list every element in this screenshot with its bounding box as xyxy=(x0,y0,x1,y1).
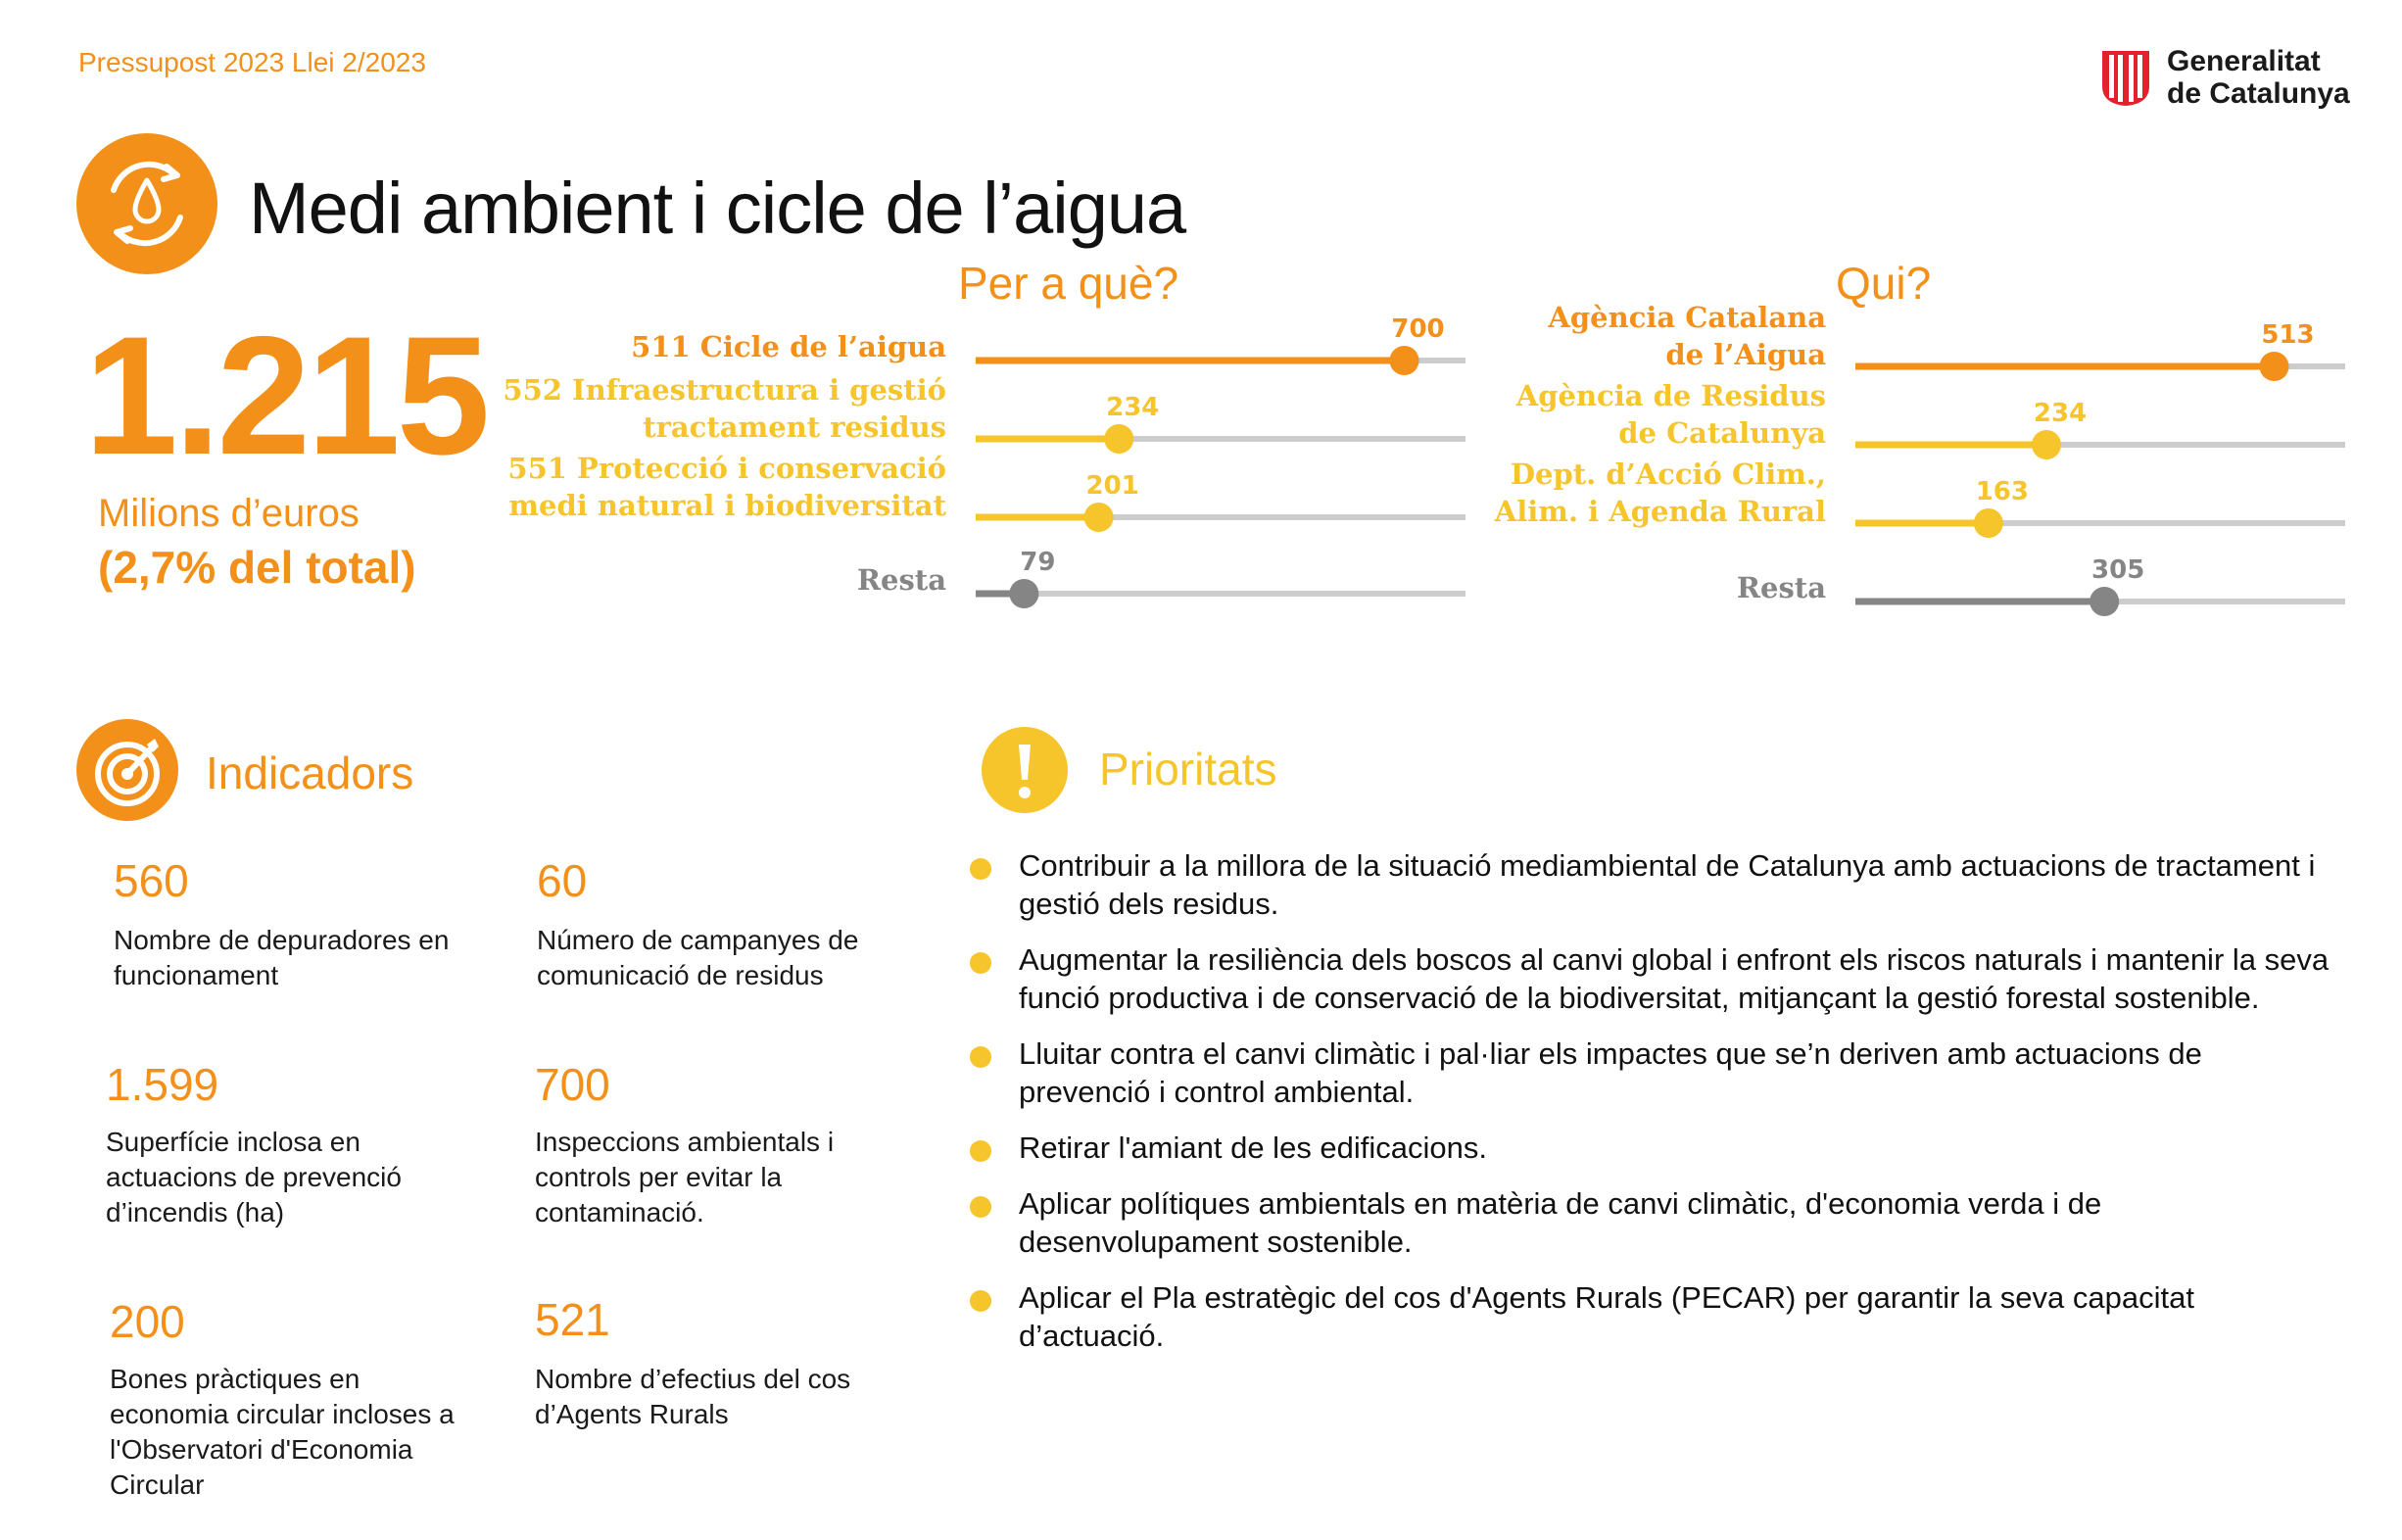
priority-item xyxy=(970,1129,2341,1167)
data-label: 201 xyxy=(1085,471,1139,501)
category-label: de l’Aigua xyxy=(1665,338,1826,371)
priority-item xyxy=(970,940,2341,1017)
priority-text: Lluitar contra el canvi climàtic i pal·liar els impactes que se’n deriven amb actuacions de prevenció i control ambiental. xyxy=(1019,1036,2202,1109)
priority-text: Augmentar la resiliència dels boscos al canvi global i enfront els riscos naturals i mantenir la seva funció productiva i de conservació de la biodiversitat, mitjançant la gestió forestal sostenible. xyxy=(1019,942,2330,1015)
category-label: 552 Infraestructura i gestió xyxy=(503,373,946,407)
bar-marker xyxy=(2090,587,2119,616)
category-label: Resta xyxy=(1736,571,1826,604)
total-amount: 1.215 xyxy=(84,302,487,490)
indicators-title: Indicadors xyxy=(206,747,414,798)
bullet-icon xyxy=(970,1290,991,1312)
category-label: 551 Protecció i conservació xyxy=(507,452,946,485)
data-label: 234 xyxy=(1106,393,1160,422)
data-label: 234 xyxy=(2033,399,2088,428)
page-title: Medi ambient i cicle de l’aigua xyxy=(249,168,1186,249)
bullet-icon xyxy=(970,858,991,880)
amount-share: (2,7% del total) xyxy=(98,542,416,593)
data-label: 79 xyxy=(1020,548,1056,577)
bullet-icon xyxy=(970,952,991,974)
logo-line-1: Generalitat xyxy=(2167,45,2321,77)
priority-item xyxy=(970,846,2341,923)
indicator-value: 200 xyxy=(110,1296,185,1347)
category-label: Agència de Residus xyxy=(1515,379,1826,412)
indicator-value: 60 xyxy=(537,855,588,906)
category-label: Agència Catalana xyxy=(1548,301,1826,334)
indicator-value: 521 xyxy=(535,1294,610,1345)
indicator-value: 700 xyxy=(535,1059,610,1110)
bullet-icon xyxy=(970,1046,991,1068)
category-label: Resta xyxy=(856,563,946,597)
target-icon xyxy=(76,719,178,821)
category-label: 511 Cicle de l’aigua xyxy=(631,330,946,363)
data-label: 305 xyxy=(2091,555,2145,585)
category-label: Dept. d’Acció Clim., xyxy=(1510,457,1826,491)
chart-svg xyxy=(0,0,2402,686)
category-label: Alim. i Agenda Rural xyxy=(1494,495,1826,528)
bar-marker xyxy=(1974,508,2003,538)
category-label: de Catalunya xyxy=(1618,416,1826,450)
indicator-description: Número de campanyes de comunicació de residus xyxy=(537,925,859,990)
priority-text: Aplicar polítiques ambientals en matèria de canvi climàtic, d'economia verda i de desenvolupament sostenible. xyxy=(1019,1186,2102,1259)
data-label: 163 xyxy=(1975,477,2029,506)
bar-marker xyxy=(2260,352,2289,381)
bullet-icon xyxy=(970,1140,991,1162)
data-label: 700 xyxy=(1391,314,1445,344)
exclamation-icon xyxy=(974,719,1076,821)
indicator-description: Nombre de depuradores en funcionament xyxy=(114,925,450,990)
logo-line-2: de Catalunya xyxy=(2167,77,2350,110)
chart-title-purpose: Per a què? xyxy=(958,258,1179,309)
indicator-description: Nombre d’efectius del cos d’Agents Rurals xyxy=(535,1364,851,1429)
indicator-description: Inspeccions ambientals i controls per evitar la contaminació. xyxy=(535,1127,835,1227)
indicator-description: Bones pràctiques en economia circular incloses a l'Observatori d'Economia Circular xyxy=(110,1364,455,1500)
bar-marker xyxy=(2032,430,2061,459)
priority-text: Aplicar el Pla estratègic del cos d'Agents Rurals (PECAR) per garantir la seva capacitat d’actuació. xyxy=(1019,1280,2194,1353)
priorities-title: Prioritats xyxy=(1099,744,1277,794)
category-label: tractament residus xyxy=(643,410,946,444)
priority-item xyxy=(970,1184,2341,1261)
priority-text: Retirar l'amiant de les edificacions. xyxy=(1019,1131,1488,1165)
priority-text: Contribuir a la millora de la situació mediambiental de Catalunya amb actuacions de tractament i gestió dels residus. xyxy=(1019,848,2316,921)
bullet-icon xyxy=(970,1196,991,1218)
indicator-value: 560 xyxy=(114,855,189,906)
category-label: medi natural i biodiversitat xyxy=(508,489,946,522)
amount-unit: Milions d’euros xyxy=(98,492,360,535)
priorities-list xyxy=(970,846,2341,1372)
indicator-description: Superfície inclosa en actuacions de prevenció d’incendis (ha) xyxy=(106,1127,402,1227)
budget-subtitle: Pressupost 2023 Llei 2/2023 xyxy=(78,47,426,77)
chart-title-who: Qui? xyxy=(1836,258,1932,309)
priority-item xyxy=(970,1035,2341,1111)
data-label: 513 xyxy=(2261,320,2315,350)
priority-item xyxy=(970,1278,2341,1355)
indicator-value: 1.599 xyxy=(106,1059,219,1110)
